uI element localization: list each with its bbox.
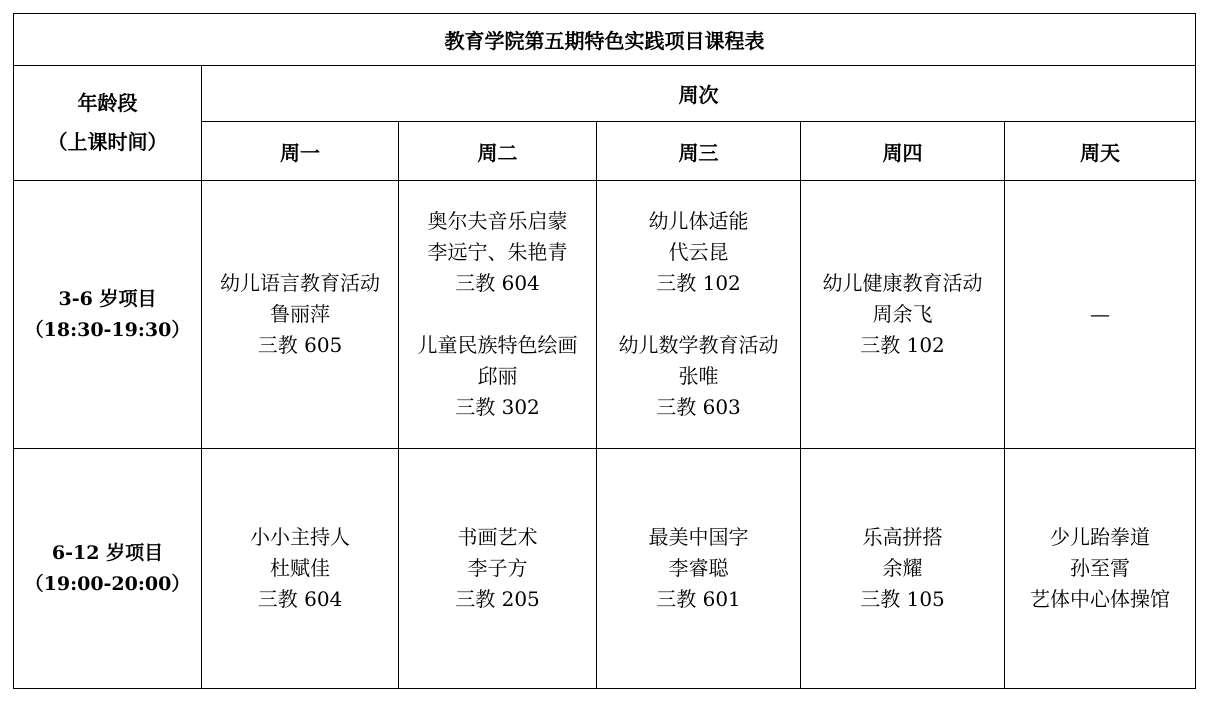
schedule-cell-thursday <box>801 181 1005 449</box>
schedule-cell-monday <box>202 449 399 689</box>
course-entry <box>399 522 596 615</box>
course-name: 书画艺术 <box>457 525 538 549</box>
course-entry <box>597 522 800 615</box>
age-group-cell <box>14 449 202 689</box>
teacher-name: 代云昆 <box>668 240 729 264</box>
teacher-name: 李子方 <box>467 556 528 580</box>
course-entry <box>202 268 398 361</box>
classroom: 艺体中心体操馆 <box>1030 587 1170 611</box>
teacher-name: 周余飞 <box>872 302 933 326</box>
course-name: 最美中国字 <box>648 525 749 549</box>
schedule-cell-wednesday <box>597 181 801 449</box>
course-entry <box>597 206 800 299</box>
course-name: 幼儿数学教育活动 <box>618 333 779 357</box>
schedule-cell-wednesday <box>597 449 801 689</box>
table-row <box>14 181 1196 449</box>
classroom: 三教 205 <box>455 587 540 611</box>
day-header-wednesday: 周三 <box>597 122 801 181</box>
teacher-name: 邱丽 <box>477 364 518 388</box>
classroom: 三教 605 <box>257 333 343 357</box>
week-header-row <box>14 66 1196 122</box>
classroom: 三教 603 <box>656 395 741 419</box>
schedule-cell-sunday <box>1005 449 1196 689</box>
teacher-name: 李远宁、朱艳青 <box>427 240 568 264</box>
age-group-header <box>14 66 202 181</box>
schedule-cell-tuesday <box>399 181 597 449</box>
course-name: 奥尔夫音乐启蒙 <box>427 209 568 233</box>
course-entry <box>801 268 1004 361</box>
classroom: 三教 105 <box>860 587 945 611</box>
class-time-label: （上课时间） <box>47 130 168 154</box>
day-header-thursday: 周四 <box>801 122 1005 181</box>
teacher-name: 鲁丽萍 <box>270 302 330 326</box>
day-header-tuesday: 周二 <box>399 122 597 181</box>
title-row <box>14 14 1196 66</box>
age-group-cell <box>14 181 202 449</box>
schedule-table <box>13 13 1196 689</box>
table-row <box>14 449 1196 689</box>
teacher-name: 余耀 <box>882 556 923 580</box>
classroom: 三教 302 <box>455 395 540 419</box>
schedule-cell-sunday <box>1005 181 1196 449</box>
table-title: 教育学院第五期特色实践项目课程表 <box>14 14 1196 66</box>
empty-mark: — <box>1090 302 1110 326</box>
course-entry <box>597 330 800 423</box>
course-entry <box>801 522 1004 615</box>
classroom: 三教 102 <box>860 333 945 357</box>
course-name: 乐高拼搭 <box>862 525 943 549</box>
day-header-sunday: 周天 <box>1005 122 1196 181</box>
age-group-name: 6-12 岁项目 <box>51 541 164 564</box>
course-entry <box>399 206 596 299</box>
schedule-cell-monday <box>202 181 399 449</box>
teacher-name: 孙至霄 <box>1070 556 1130 580</box>
schedule-cell-tuesday <box>399 449 597 689</box>
classroom: 三教 102 <box>656 271 741 295</box>
age-group-name: 3-6 岁项目 <box>58 287 157 310</box>
course-name: 儿童民族特色绘画 <box>417 333 578 357</box>
teacher-name: 杜赋佳 <box>270 556 330 580</box>
teacher-name: 张唯 <box>678 364 719 388</box>
course-entry <box>1005 522 1195 615</box>
week-header: 周次 <box>202 66 1196 122</box>
course-name: 幼儿健康教育活动 <box>822 271 983 295</box>
age-group-label: 年龄段 <box>77 91 138 115</box>
age-group-time: （19:00-20:00） <box>24 572 191 595</box>
age-group-time: （18:30-19:30） <box>24 318 191 341</box>
course-name: 幼儿语言教育活动 <box>220 271 380 295</box>
course-entry <box>399 330 596 423</box>
classroom: 三教 604 <box>455 271 540 295</box>
classroom: 三教 601 <box>656 587 741 611</box>
day-header-monday: 周一 <box>202 122 399 181</box>
course-name: 小小主持人 <box>250 525 350 549</box>
classroom: 三教 604 <box>257 587 343 611</box>
teacher-name: 李睿聪 <box>668 556 729 580</box>
schedule-cell-thursday <box>801 449 1005 689</box>
course-name: 幼儿体适能 <box>648 209 749 233</box>
course-entry <box>202 522 398 615</box>
course-name: 少儿跆拳道 <box>1050 525 1150 549</box>
